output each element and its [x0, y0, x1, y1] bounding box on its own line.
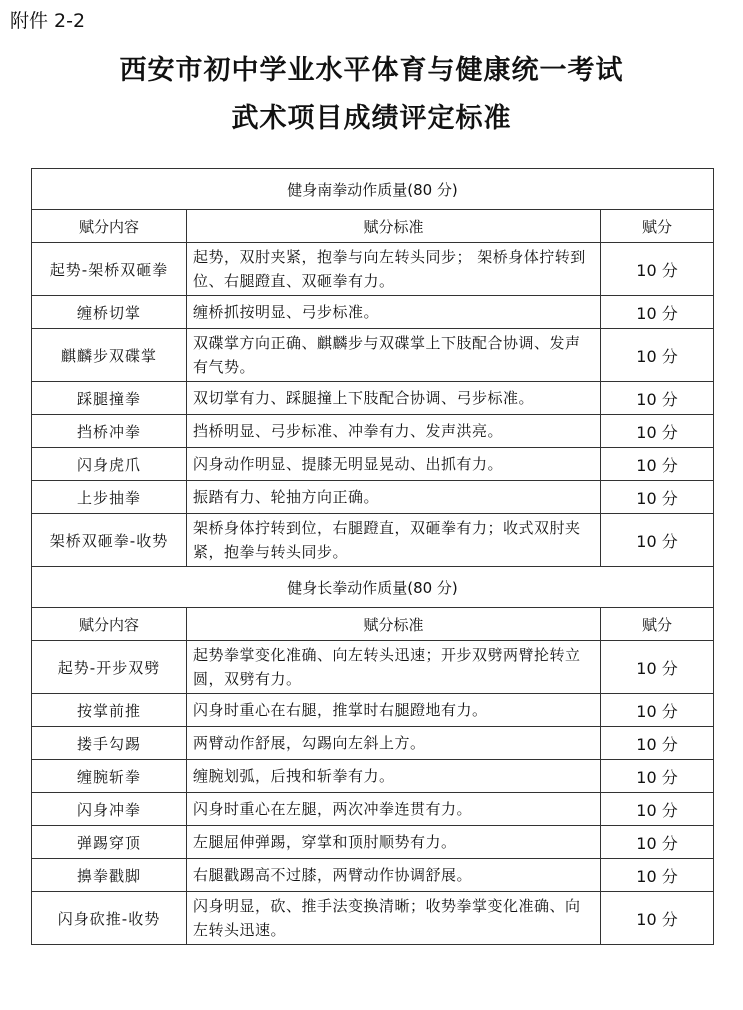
scoring-item: 挡桥冲拳: [32, 415, 187, 448]
table-row: [32, 727, 714, 760]
scoring-criteria: 两臂动作舒展，勾踢向左斜上方。: [187, 727, 601, 760]
score-value: 10 分: [601, 892, 714, 945]
score-value: 10 分: [601, 296, 714, 329]
scoring-item: 上步抽拳: [32, 481, 187, 514]
table-row: [32, 481, 714, 514]
table-row: [32, 826, 714, 859]
column-header-row: [32, 608, 714, 641]
scoring-item: 起势-架桥双砸拳: [32, 243, 187, 296]
scoring-item: 起势-开步双劈: [32, 641, 187, 694]
table-row: [32, 641, 714, 694]
scoring-criteria: 闪身时重心在左腿，两次冲拳连贯有力。: [187, 793, 601, 826]
scoring-criteria: 双切掌有力、踩腿撞上下肢配合协调、弓步标准。: [187, 382, 601, 415]
score-value: 10 分: [601, 760, 714, 793]
scoring-criteria: 左腿屈伸弹踢，穿掌和顶肘顺势有力。: [187, 826, 601, 859]
scoring-criteria: 缠腕划弧，后拽和斩拳有力。: [187, 760, 601, 793]
score-value: 10 分: [601, 243, 714, 296]
score-value: 10 分: [601, 415, 714, 448]
scoring-item: 搂手勾踢: [32, 727, 187, 760]
document-title-line-1: 西安市初中学业水平体育与健康统一考试: [119, 55, 624, 86]
column-header-criteria: 赋分标准: [187, 210, 601, 243]
scoring-item: 弹踢穿顶: [32, 826, 187, 859]
scoring-criteria: 闪身时重心在右腿，推掌时右腿蹬地有力。: [187, 694, 601, 727]
scoring-item: 麒麟步双碟掌: [32, 329, 187, 382]
scoring-item: 闪身冲拳: [32, 793, 187, 826]
table-row: [32, 760, 714, 793]
column-header-item: 赋分内容: [32, 608, 187, 641]
score-value: 10 分: [601, 641, 714, 694]
table-row: [32, 793, 714, 826]
table-row: [32, 243, 714, 296]
section-title-row: [32, 567, 714, 608]
scoring-item: 缠腕斩拳: [32, 760, 187, 793]
score-value: 10 分: [601, 793, 714, 826]
score-value: 10 分: [601, 481, 714, 514]
scoring-item: 擤拳戳脚: [32, 859, 187, 892]
score-value: 10 分: [601, 514, 714, 567]
document-title-line-2: 武术项目成绩评定标准: [231, 103, 512, 134]
table-row: [32, 694, 714, 727]
column-header-item: 赋分内容: [32, 210, 187, 243]
score-value: 10 分: [601, 727, 714, 760]
scoring-item: 按掌前推: [32, 694, 187, 727]
section-title: 健身南拳动作质量(80 分): [32, 169, 714, 210]
score-value: 10 分: [601, 448, 714, 481]
attachment-label: 附件 2-2: [10, 10, 86, 32]
score-value: 10 分: [601, 694, 714, 727]
scoring-item: 缠桥切掌: [32, 296, 187, 329]
scoring-criteria: 起势，双肘夹紧，抱拳与向左转头同步； 架桥身体拧转到位、右腿蹬直、双砸拳有力。: [187, 243, 601, 296]
column-header-score: 赋分: [601, 608, 714, 641]
table-row: [32, 859, 714, 892]
scoring-criteria: 右腿戳踢高不过膝，两臂动作协调舒展。: [187, 859, 601, 892]
scoring-criteria: 挡桥明显、弓步标准、冲拳有力、发声洪亮。: [187, 415, 601, 448]
table-row: [32, 415, 714, 448]
score-value: 10 分: [601, 329, 714, 382]
score-value: 10 分: [601, 826, 714, 859]
score-value: 10 分: [601, 382, 714, 415]
table-row: [32, 514, 714, 567]
scoring-criteria: 振踏有力、轮抽方向正确。: [187, 481, 601, 514]
scoring-item: 架桥双砸拳-收势: [32, 514, 187, 567]
score-value: 10 分: [601, 859, 714, 892]
table-row: [32, 892, 714, 945]
section-title-row: [32, 169, 714, 210]
scoring-criteria: 双碟掌方向正确、麒麟步与双碟掌上下肢配合协调、发声有气势。: [187, 329, 601, 382]
column-header-score: 赋分: [601, 210, 714, 243]
column-header-criteria: 赋分标准: [187, 608, 601, 641]
column-header-row: [32, 210, 714, 243]
scoring-item: 踩腿撞拳: [32, 382, 187, 415]
table-row: [32, 382, 714, 415]
scoring-criteria: 缠桥抓按明显、弓步标准。: [187, 296, 601, 329]
scoring-standards-table: [31, 168, 714, 945]
table-row: [32, 296, 714, 329]
table-row: [32, 448, 714, 481]
scoring-criteria: 架桥身体拧转到位，右腿蹬直，双砸拳有力；收式双肘夹紧，抱拳与转头同步。: [187, 514, 601, 567]
scoring-criteria: 起势拳掌变化准确、向左转头迅速；开步双劈两臂抡转立圆，双劈有力。: [187, 641, 601, 694]
scoring-criteria: 闪身明显，砍、推手法变换清晰；收势拳掌变化准确、向左转头迅速。: [187, 892, 601, 945]
section-title: 健身长拳动作质量(80 分): [32, 567, 714, 608]
table-row: [32, 329, 714, 382]
scoring-item: 闪身虎爪: [32, 448, 187, 481]
scoring-criteria: 闪身动作明显、提膝无明显晃动、出抓有力。: [187, 448, 601, 481]
scoring-item: 闪身砍推-收势: [32, 892, 187, 945]
